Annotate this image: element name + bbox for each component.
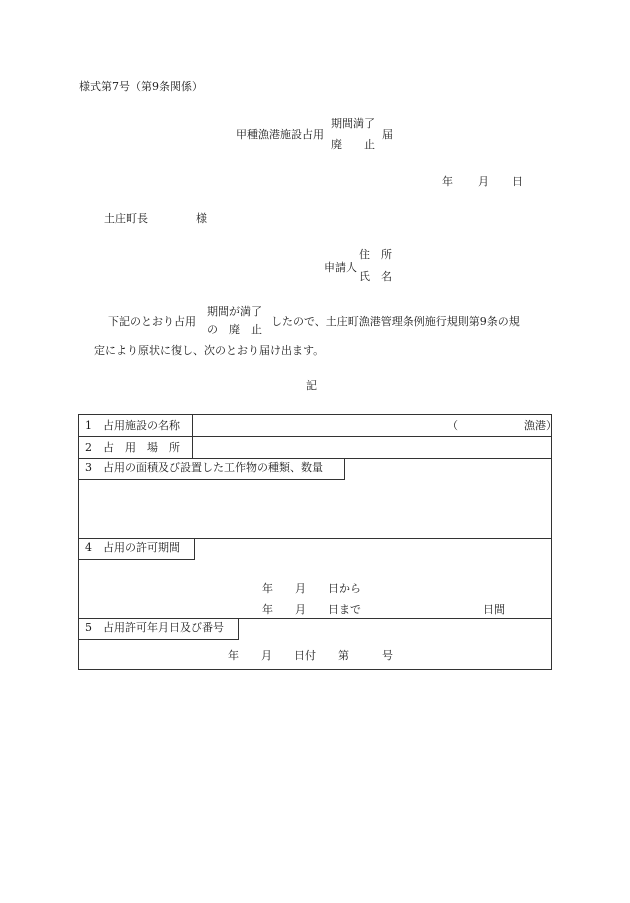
form-number: 様式第7号（第9条関係）	[79, 80, 203, 93]
title-option-expiry: 期間満了	[331, 117, 375, 130]
addressee-honorific: 様	[196, 212, 207, 225]
row1-label: 1 占用施設の名称	[85, 419, 180, 432]
body-line2: 定により原状に復し、次のとおり届け出ます。	[94, 344, 325, 357]
row4-label: 4 占用の許可期間	[79, 539, 195, 560]
title-main: 甲種漁港施設占用	[236, 128, 324, 141]
addressee-name: 土庄町長	[104, 212, 148, 225]
body-option-abolished: の 廃 止	[207, 323, 262, 336]
row3-label: 3 占用の面積及び設置した工作物の種類、数量	[79, 459, 345, 480]
row4-days: 日間	[483, 603, 505, 616]
body-option-expired: 期間が満了	[207, 305, 262, 318]
row4-to: 年 月 日まで	[262, 603, 361, 616]
body-after: したので、土庄町漁港管理条例施行規則第9条の規	[271, 315, 520, 328]
row5-value: 年 月 日付 第 号	[228, 649, 393, 662]
row1-value: （ 漁港）	[447, 419, 557, 432]
body-before: 下記のとおり占用	[108, 315, 196, 328]
row4-from: 年 月 日から	[262, 582, 361, 595]
date-year: 年	[442, 175, 453, 188]
ki-mark: 記	[306, 379, 317, 392]
row2-label: 2 占 用 場 所	[85, 441, 180, 454]
column-divider	[192, 414, 193, 458]
row-divider	[78, 436, 552, 437]
row5-label: 5 占用許可年月日及び番号	[79, 619, 239, 640]
title-suffix: 届	[382, 128, 393, 141]
date-day: 日	[512, 175, 523, 188]
date-month: 月	[478, 175, 489, 188]
applicant-name-label: 氏 名	[359, 270, 392, 283]
applicant-address-label: 住 所	[359, 248, 392, 261]
title-option-abolish: 廃 止	[331, 138, 375, 151]
applicant-label: 申請人	[324, 261, 357, 274]
